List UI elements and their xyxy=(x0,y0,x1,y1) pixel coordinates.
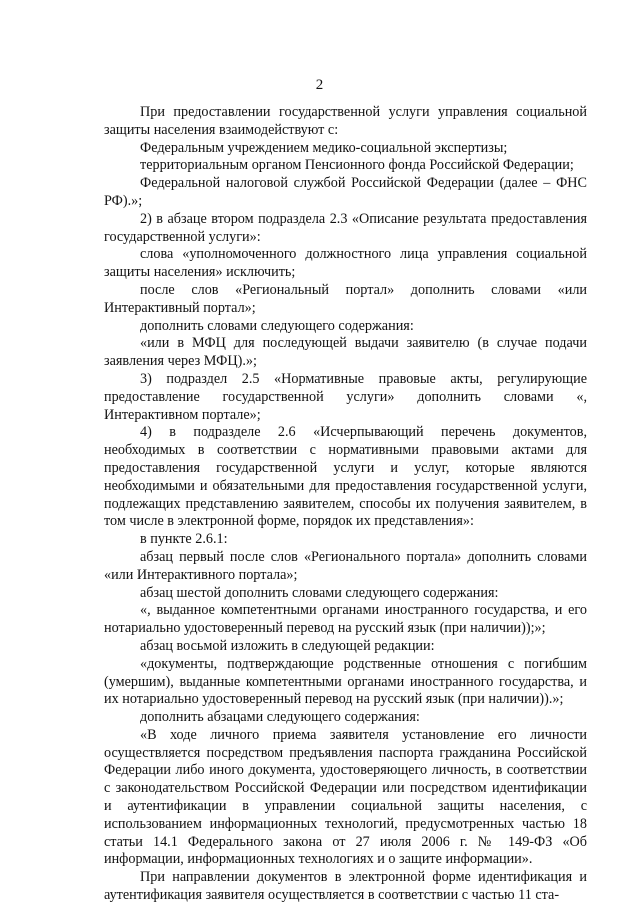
page-number: 2 xyxy=(315,77,324,93)
paragraph-item-4: 4) в подразделе 2.6 «Исчерпывающий перечень документов, необходимых в соответствии с нормативными правовыми актами для предоставления государственной услуги и услуг, которые являются необходимыми и обязательными для предоставления государственной услуги, подлежащих представлению заявителем, способы их получения заявителем, в том числе в электронной форме, порядок их представления»: xyxy=(104,424,587,530)
paragraph-first-abzac: абзац первый после слов «Регионального портала» дополнить словами «или Интерактивного портала»; xyxy=(104,548,587,583)
paragraph-personal-reception: «В ходе личного приема заявителя установление его личности осуществляется посредством предъявления паспорта гражданина Российской Федерации либо иного документа, удостоверяющего личность, в соответствии с законодательством Российской Федерации или посредством идентификации и аутентификации в управлении социальной защиты населения, с использованием информационных технологий, предусмотренных частью 18 статьи 14.1 Федерального закона от 27 июля 2006 г. № 149-ФЗ «Об информации, информационных технологиях и о защите информации». xyxy=(104,726,587,868)
paragraph-foreign-document: «, выданное компетентными органами иностранного государства, и его нотариально удостоверенный перевод на русский язык (при наличии));»; xyxy=(104,602,587,637)
paragraph-sixth-abzac: абзац шестой дополнить словами следующего содержания: xyxy=(140,584,499,601)
paragraph-eighth-abzac: абзац восьмой изложить в следующей редакции: xyxy=(140,637,435,654)
document-body xyxy=(104,104,587,905)
paragraph-words-excluded: слова «уполномоченного должностного лица управления социальной защиты населения» исключить; xyxy=(104,246,587,281)
paragraph-fns: Федеральной налоговой службой Российской Федерации (далее – ФНС РФ).»; xyxy=(104,175,587,209)
paragraph-mse: Федеральным учреждением медико-социальной экспертизы; xyxy=(140,139,508,156)
paragraph-intro: При предоставлении государственной услуги управления социальной защиты населения взаимодействуют с: xyxy=(104,104,587,138)
paragraph-mfc: «или в МФЦ для последующей выдачи заявителю (в случае подачи заявления через МФЦ).»; xyxy=(104,335,587,370)
paragraph-pfr: территориальным органом Пенсионного фонда Российской Федерации; xyxy=(140,157,574,174)
paragraph-add-abzacs: дополнить абзацами следующего содержания: xyxy=(140,709,420,726)
paragraph-electronic-submission: При направлении документов в электронной форме идентификация и аутентификация заявителя осуществляется в соответствии с частью 11 ста- xyxy=(104,869,587,904)
paragraph-supplement-words: дополнить словами следующего содержания: xyxy=(140,317,414,334)
paragraph-kinship-documents: «документы, подтверждающие родственные отношения с погибшим (умершим), выданные компетентными органами иностранного государства, и их нотариально удостоверенный перевод на русский язык (при наличии)).»; xyxy=(104,655,587,708)
paragraph-regional-portal: после слов «Региональный портал» дополнить словами «или Интерактивный портал»; xyxy=(104,281,587,316)
paragraph-item-3: 3) подраздел 2.5 «Нормативные правовые акты, регулирующие предоставление государственной услуги» дополнить словами «, Интерактивном портале»; xyxy=(104,370,587,423)
paragraph-item-2: 2) в абзаце втором подраздела 2.3 «Описание результата предоставления государственной услуги»: xyxy=(104,210,587,245)
paragraph-clause-2-6-1: в пункте 2.6.1: xyxy=(140,531,228,548)
